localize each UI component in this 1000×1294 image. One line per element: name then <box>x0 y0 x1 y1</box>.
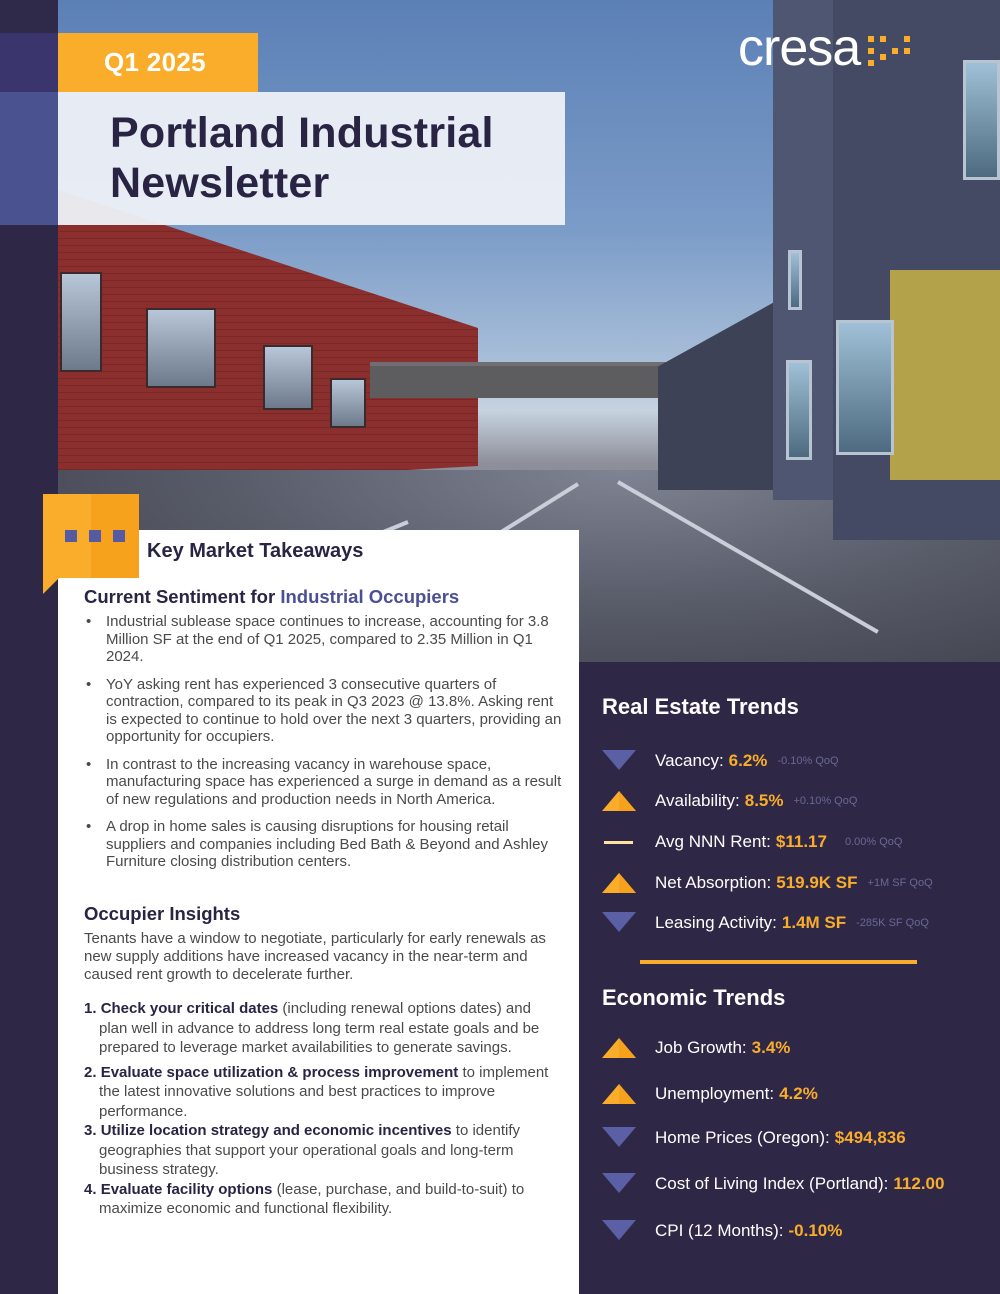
overpass <box>370 362 700 398</box>
title-box <box>58 92 565 225</box>
trend-down-icon <box>601 912 637 934</box>
insights-intro: Tenants have a window to negotiate, particularly for early renewals as new supply additions have increased vacancy in the near-term and caused rent growth to decelerate further. <box>84 930 546 983</box>
grey-warehouse <box>658 300 778 490</box>
brick-warehouse <box>58 190 478 490</box>
trend-down-icon <box>601 1173 637 1195</box>
trend-up-icon <box>601 1037 637 1059</box>
insights-steps <box>84 999 560 1219</box>
trend-row-leasing: Leasing Activity: 1.4M SF -285K SF QoQ <box>601 910 929 936</box>
step-item: 2. Evaluate space utilization & process improvement to implement the latest innovative solutions and best practices to improve performance. <box>84 1063 549 1120</box>
logo-dots-icon <box>868 26 912 70</box>
quarter-tag: Q1 2025 <box>58 33 258 92</box>
bullet-item: • In contrast to the increasing vacancy in warehouse space, manufacturing space has experienced a surge in demand as a result of new regulations and production needs in North America. <box>84 756 564 809</box>
trend-row-availability: Availability: 8.5% +0.10% QoQ <box>601 788 857 814</box>
trend-up-icon <box>601 1083 637 1105</box>
logo-wordmark: cresa <box>738 19 861 77</box>
yellow-panel <box>890 270 1000 480</box>
bullet-item: • Industrial sublease space continues to increase, accounting for 3.8 Million SF at the end of Q1 2025, compared to 2.35 Million in Q1 2024. <box>84 613 564 666</box>
economic-trends-heading: Economic Trends <box>602 985 786 1010</box>
bullet-item: • A drop in home sales is causing disruptions for housing retail suppliers and companies including Bed Bath & Beyond and Ashley Furniture closing distribution centers. <box>84 818 564 871</box>
sentiment-bullets <box>84 613 564 881</box>
section-divider <box>640 960 917 964</box>
econ-row-job-growth: Job Growth: 3.4% <box>601 1035 790 1061</box>
econ-row-cpi: CPI (12 Months): -0.10% <box>601 1218 842 1244</box>
trend-row-vacancy: Vacancy: 6.2% -0.10% QoQ <box>601 748 839 774</box>
takeaways-heading: Key Market Takeaways <box>147 540 364 562</box>
left-strip-main <box>0 225 58 1294</box>
step-item: 4. Evaluate facility options (lease, purchase, and build-to-suit) to maximize economic and functional flexibility. <box>84 1180 525 1217</box>
left-strip-band-light <box>0 92 58 225</box>
step-item: 1. Check your critical dates (including renewal options dates) and plan well in advance to address long term real estate goals and be prepared to leverage market availabilities to generate savings. <box>84 1000 540 1056</box>
sentiment-heading: Current Sentiment for Industrial Occupiers <box>84 586 460 607</box>
trend-down-icon <box>601 1127 637 1149</box>
trends-panel <box>579 662 1000 1294</box>
econ-row-unemployment: Unemployment: 4.2% <box>601 1081 818 1107</box>
trend-row-rent: Avg NNN Rent: $11.17 0.00% QoQ <box>601 829 902 855</box>
trend-up-icon <box>601 790 637 812</box>
trend-down-icon <box>601 1220 637 1242</box>
cresa-logo <box>738 19 912 77</box>
trend-up-icon <box>601 872 637 894</box>
bullet-item: • YoY asking rent has experienced 3 consecutive quarters of contraction, compared to its peak in Q3 2023 @ 13.8%. Asking rent is expected to continue to hold over the next 3 quarters, providing an opportunity for occupiers. <box>84 676 564 746</box>
insights-heading: Occupier Insights <box>84 903 241 924</box>
speech-bubble-icon <box>43 494 139 578</box>
left-strip-top <box>0 0 58 33</box>
real-estate-trends-heading: Real Estate Trends <box>602 694 799 719</box>
econ-row-home-prices: Home Prices (Oregon): $494,836 <box>601 1125 906 1151</box>
trend-flat-icon <box>601 831 637 853</box>
econ-row-cost-of-living: Cost of Living Index (Portland): 112.00 <box>601 1171 944 1197</box>
left-strip-band <box>0 33 58 92</box>
step-item: 3. Utilize location strategy and economic incentives to identify geographies that support your operational goals and long-term business strategy. <box>84 1122 520 1178</box>
page-title: Portland Industrial Newsletter <box>110 109 494 207</box>
trend-down-icon <box>601 750 637 772</box>
trend-row-absorption: Net Absorption: 519.9K SF +1M SF QoQ <box>601 870 933 896</box>
